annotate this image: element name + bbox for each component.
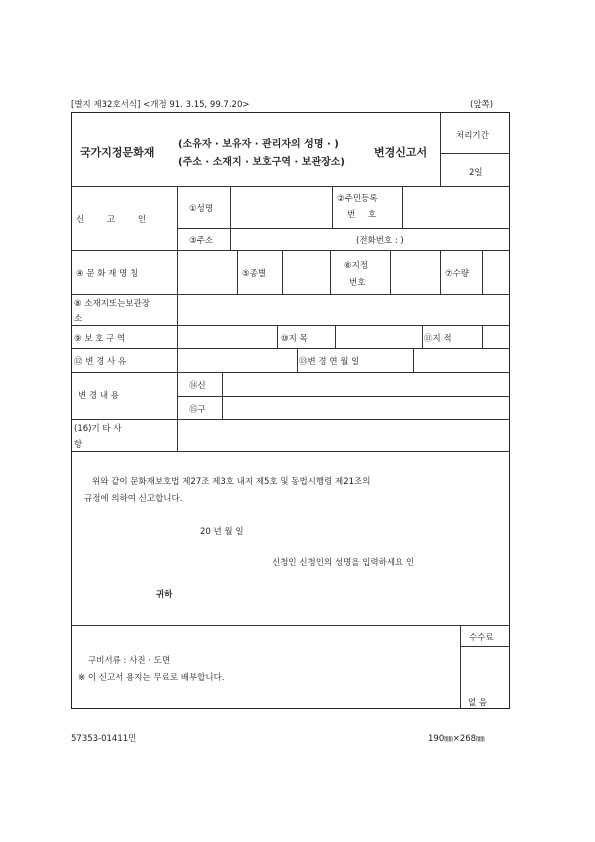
new-content-field[interactable]: [223, 373, 509, 395]
location-label-line2: 소: [74, 314, 83, 324]
land-category-field[interactable]: [336, 326, 421, 347]
kind-field[interactable]: [283, 251, 329, 293]
change-date-field[interactable]: [414, 349, 509, 371]
title-paren-line2: (주소 · 소재지 · 보호구역 · 보관장소): [178, 157, 346, 168]
protection-zone-label: ⑨ 보 호 구 역: [74, 334, 126, 344]
applicant-signature: 신청인 신청인의 성명을 입력하세요 인: [272, 558, 415, 568]
designation-field[interactable]: [391, 251, 439, 293]
change-reason-field[interactable]: [178, 349, 296, 371]
form-code: 57353-01411민: [71, 734, 137, 744]
recipient-label: 귀하: [156, 590, 173, 600]
fee-value: 없 음: [468, 698, 488, 708]
old-content-field[interactable]: [223, 397, 509, 418]
application-form: [71, 112, 510, 709]
statement-line1: 위와 같이 문화재보호법 제27조 제3호 내지 제5호 및 동법시행령 제21조의: [92, 477, 371, 487]
location-field[interactable]: [178, 295, 509, 324]
other-label-line2: 항: [74, 440, 83, 450]
heritage-name-field[interactable]: [178, 251, 236, 293]
fee-label: 수수료: [469, 633, 494, 643]
protection-zone-field[interactable]: [178, 326, 276, 347]
heritage-name-label: ④ 문 화 재 명 칭: [76, 269, 139, 279]
land-area-field[interactable]: [483, 326, 509, 347]
title-main: 국가지정문화재: [80, 146, 155, 159]
required-docs: 구비서류 : 사진 · 도면: [88, 656, 171, 666]
designation-label-line1: ⑥지정: [344, 261, 369, 271]
name-field[interactable]: [231, 187, 331, 227]
title-paren-line1: (소유자 · 보유자 · 관리자의 성명 · ): [178, 139, 339, 150]
quantity-field[interactable]: [483, 251, 509, 293]
land-area-label: ⑪지 적: [424, 334, 452, 344]
old-label: ⑮구: [189, 405, 206, 415]
reg-no-label-line1: ②주민등록: [337, 194, 378, 204]
statement-line2: 규정에 의하여 신고합니다.: [84, 494, 183, 504]
title-suffix: 변경신고서: [374, 146, 428, 159]
other-field[interactable]: [178, 420, 509, 450]
change-reason-label: ⑫ 변 경 사 유: [74, 357, 127, 367]
location-label-line1: ⑧ 소재지또는보관장: [74, 299, 151, 309]
address-label: ③주소: [189, 236, 214, 246]
reg-no-field[interactable]: [403, 187, 509, 227]
name-label: ①성명: [189, 204, 214, 214]
land-category-label: ⑩지 목: [281, 334, 308, 344]
free-form-note: ※ 이 신고서 용지는 무료로 배부합니다.: [78, 673, 225, 683]
quantity-label: ⑦수량: [445, 269, 470, 279]
phone-label: (전화번호 : ): [356, 236, 404, 246]
applicant-label: 신 고 인: [76, 215, 147, 225]
address-field[interactable]: [231, 229, 351, 249]
new-label: ⑭신: [189, 381, 206, 391]
processing-period-label: 처리기간: [456, 131, 489, 141]
page-side-label: (앞쪽): [470, 100, 494, 110]
designation-label-line2: 번호: [349, 278, 366, 288]
form-number: [별지 제32호서식] <개정 91. 3.15, 99.7.20>: [71, 100, 250, 110]
kind-label: ⑤종별: [242, 269, 267, 279]
change-date-label: ⑬변 경 연 월 일: [299, 357, 360, 367]
processing-period-value: 2일: [469, 168, 483, 178]
change-content-label: 변 경 내 용: [78, 391, 119, 401]
paper-size: 190㎜×268㎜: [428, 734, 485, 744]
other-label-line1: (16)기 타 사: [74, 424, 122, 434]
reg-no-label-line2: 번 호: [347, 210, 377, 220]
statement-date: 20 년 월 일: [200, 527, 244, 537]
